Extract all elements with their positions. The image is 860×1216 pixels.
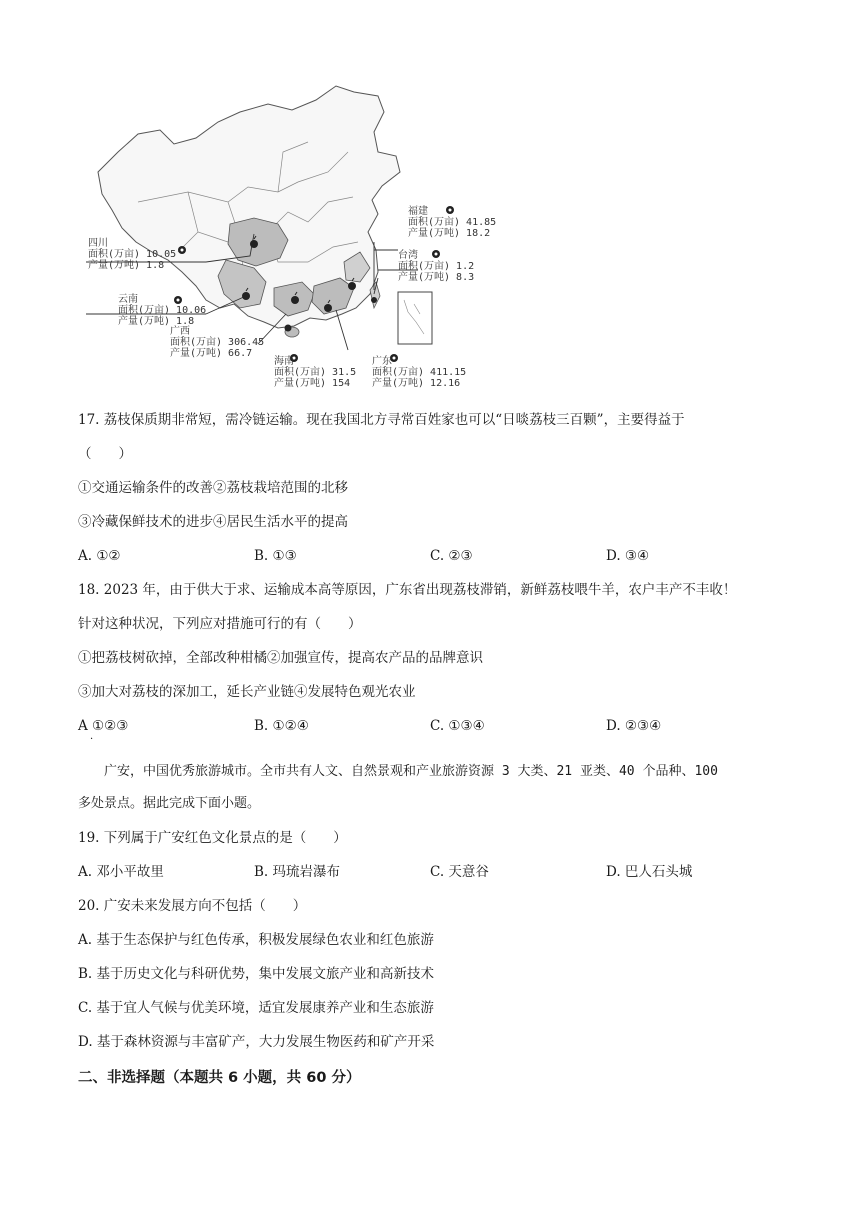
q20-option-d: D. 基于森林资源与丰富矿产，大力发展生物医药和矿产开采 (78, 1034, 435, 1050)
hainan-area: 面积(万亩) 31.5 (274, 367, 357, 378)
hainan-yield: 产量(万吨) 154 (274, 378, 351, 389)
q17-item-line2: ③冷藏保鲜技术的进步④居民生活水平的提高 (78, 514, 348, 530)
q20-option-b: B. 基于历史文化与科研优势，集中发展文旅产业和高新技术 (78, 966, 435, 982)
pin-icon-sichuan (178, 246, 186, 254)
q19-option-d: D. 巴人石头城 (606, 864, 693, 880)
guangdong-yield: 产量(万吨) 12.16 (372, 378, 461, 389)
q17-option-b: B. ①③ (254, 548, 297, 564)
south-china-sea-inset (398, 292, 432, 344)
lychee-icon-hainan (285, 325, 292, 332)
q17-option-d: D. ③④ (606, 548, 650, 564)
hainan-name: 海南 (274, 356, 294, 367)
section2-title: 二、非选择题（本题共 6 小题，共 60 分） (78, 1070, 361, 1086)
taiwan-area: 面积(万亩) 1.2 (398, 261, 475, 272)
stray-dot: · (90, 734, 94, 745)
fujian-name: 福建 (408, 206, 428, 217)
q17-item-line1: ①交通运输条件的改善②荔枝栽培范围的北移 (78, 480, 348, 496)
label-guangxi (170, 326, 264, 359)
sichuan-name: 四川 (88, 238, 108, 249)
label-yunnan (118, 294, 206, 327)
q19-option-a: A. 邓小平故里 (78, 864, 164, 880)
guangxi-area: 面积(万亩) 306.45 (170, 337, 265, 348)
guangxi-yield: 产量(万吨) 66.7 (170, 348, 253, 359)
q20-option-a: A. 基于生态保护与红色传承，积极发展绿色农业和红色旅游 (78, 932, 434, 948)
q20-stem: 20. 广安未来发展方向不包括（ ） (78, 898, 307, 914)
taiwan-yield: 产量(万吨) 8.3 (398, 272, 475, 283)
sichuan-area: 面积(万亩) 10.05 (88, 249, 177, 260)
q18-item-line2: ③加大对荔枝的深加工，延长产业链④发展特色观光农业 (78, 684, 416, 700)
fujian-yield: 产量(万吨) 18.2 (408, 228, 491, 239)
q18-option-a: A ①②③ (78, 718, 129, 734)
yunnan-name: 云南 (118, 294, 138, 305)
label-sichuan (88, 238, 176, 271)
q18-stem-line1: 18. 2023 年，由于供大于求、运输成本高等原因，广东省出现荔枝滞销，新鲜荔枝喂牛羊，农户丰产不丰收！ (78, 582, 737, 598)
q17-option-a: A. ①② (78, 548, 121, 564)
yunnan-area: 面积(万亩) 10.06 (118, 305, 207, 316)
q19-stem: 19. 下列属于广安红色文化景点的是（ ） (78, 830, 347, 846)
q19-option-b: B. 玛琉岩瀑布 (254, 864, 341, 880)
passage-line1: 广安，中国优秀旅游城市。全市共有人文、自然景观和产业旅游资源 3 大类、21 亚类、40 个品种、100 (78, 764, 718, 779)
q19-option-c: C. 天意谷 (430, 864, 489, 880)
label-taiwan (398, 250, 474, 283)
label-hainan (274, 356, 356, 389)
q18-option-c: C. ①③④ (430, 718, 485, 734)
q18-stem-line2: 针对这种状况，下列应对措施可行的有（ ） (78, 616, 362, 632)
q17-stem-line1: 17. 荔枝保质期非常短，需冷链运输。现在我国北方寻常百姓家也可以“日啖荔枝三百颗”，主要得益于 (78, 412, 685, 428)
passage-line2: 多处景点。据此完成下面小题。 (78, 796, 261, 811)
yunnan-yield: 产量(万吨) 1.8 (118, 316, 195, 327)
label-guangdong (372, 356, 466, 389)
label-fujian (408, 206, 496, 239)
q18-option-b: B. ①②④ (254, 718, 309, 734)
lychee-production-map (78, 82, 498, 394)
guangdong-name: 广东 (372, 356, 392, 367)
guangdong-area: 面积(万亩) 411.15 (372, 367, 467, 378)
q17-stem-line2: （ ） (78, 446, 132, 462)
q20-option-c: C. 基于宜人气候与优美环境，适宜发展康养产业和生态旅游 (78, 1000, 434, 1016)
guangxi-name: 广西 (170, 326, 190, 337)
lychee-icon-taiwan (371, 297, 377, 303)
taiwan-name: 台湾 (398, 250, 418, 261)
fujian-area: 面积(万亩) 41.85 (408, 217, 497, 228)
q18-option-d: D. ②③④ (606, 718, 662, 734)
q17-option-c: C. ②③ (430, 548, 473, 564)
q18-item-line1: ①把荔枝树砍掉，全部改种柑橘②加强宣传，提高农产品的品牌意识 (78, 650, 483, 666)
sichuan-yield: 产量(万吨) 1.8 (88, 260, 165, 271)
